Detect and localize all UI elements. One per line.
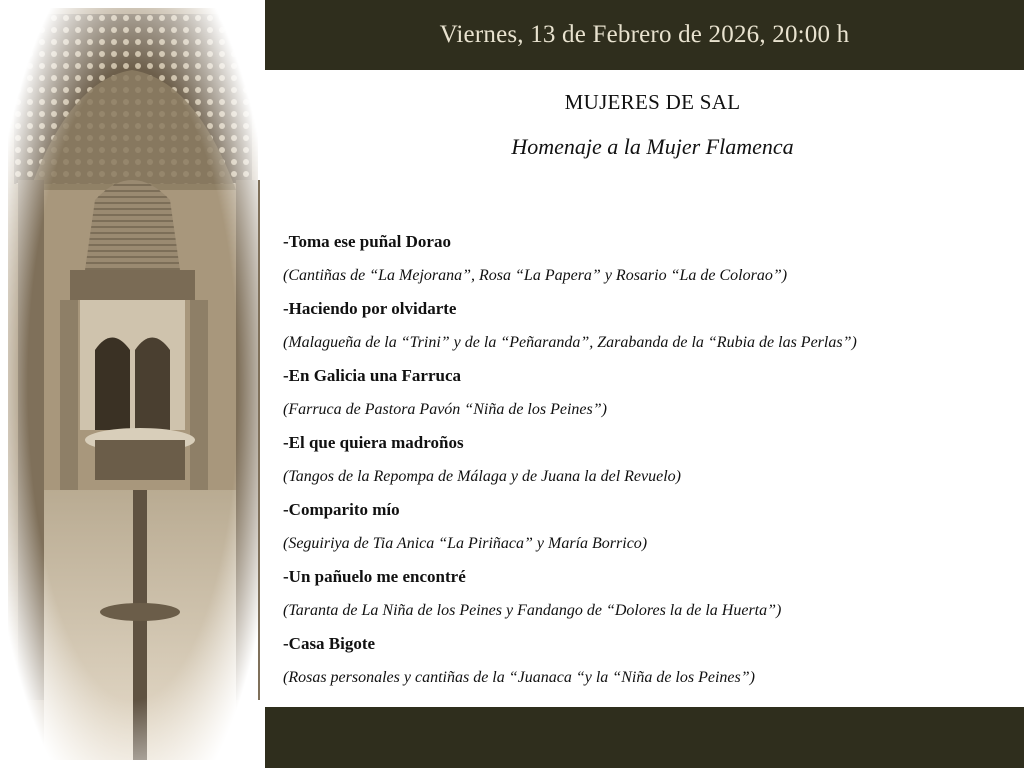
program-item (283, 364, 1018, 431)
footer-bar (265, 707, 1024, 768)
piece-title: -Casa Bigote (283, 634, 376, 653)
program-item (283, 297, 1018, 364)
piece-detail: (Taranta de La Niña de los Peines y Fandango de “Dolores la de la Huerta”) (283, 602, 782, 619)
header-bar (265, 0, 1024, 70)
program-item (283, 230, 1018, 297)
program-item (283, 498, 1018, 565)
program-item (283, 431, 1018, 498)
event-subtitle: Homenaje a la Mujer Flamenca (511, 134, 794, 159)
piece-title: -Toma ese puñal Dorao (283, 232, 451, 251)
court-of-lions-photo (0, 0, 265, 768)
event-date: Viernes, 13 de Febrero de 2026, 20:00 h (439, 21, 850, 48)
piece-detail: (Rosas personales y cantiñas de la “Juanaca “y la “Niña de los Peines”) (283, 669, 755, 686)
program-content (265, 70, 1024, 707)
program-list (283, 230, 1018, 699)
program-item (283, 565, 1018, 632)
program-item (283, 632, 1018, 699)
piece-title: -Un pañuelo me encontré (283, 567, 466, 586)
piece-title: -En Galicia una Farruca (283, 366, 462, 385)
piece-detail: (Tangos de la Repompa de Málaga y de Juana la del Revuelo) (283, 468, 681, 485)
piece-detail: (Farruca de Pastora Pavón “Niña de los Peines”) (283, 401, 607, 418)
event-title: MUJERES DE SAL (564, 90, 741, 114)
piece-title: -Haciendo por olvidarte (283, 299, 457, 318)
piece-detail: (Cantiñas de “La Mejorana”, Rosa “La Papera” y Rosario “La de Colorao”) (283, 267, 788, 284)
piece-detail: (Malagueña de la “Trini” y de la “Peñaranda”, Zarabanda de la “Rubia de las Perlas”) (283, 334, 857, 351)
piece-title: -Comparito mío (283, 500, 400, 519)
piece-detail: (Seguiriya de Tia Anica “La Piriñaca” y María Borrico) (283, 535, 648, 552)
piece-title: -El que quiera madroños (283, 433, 464, 452)
